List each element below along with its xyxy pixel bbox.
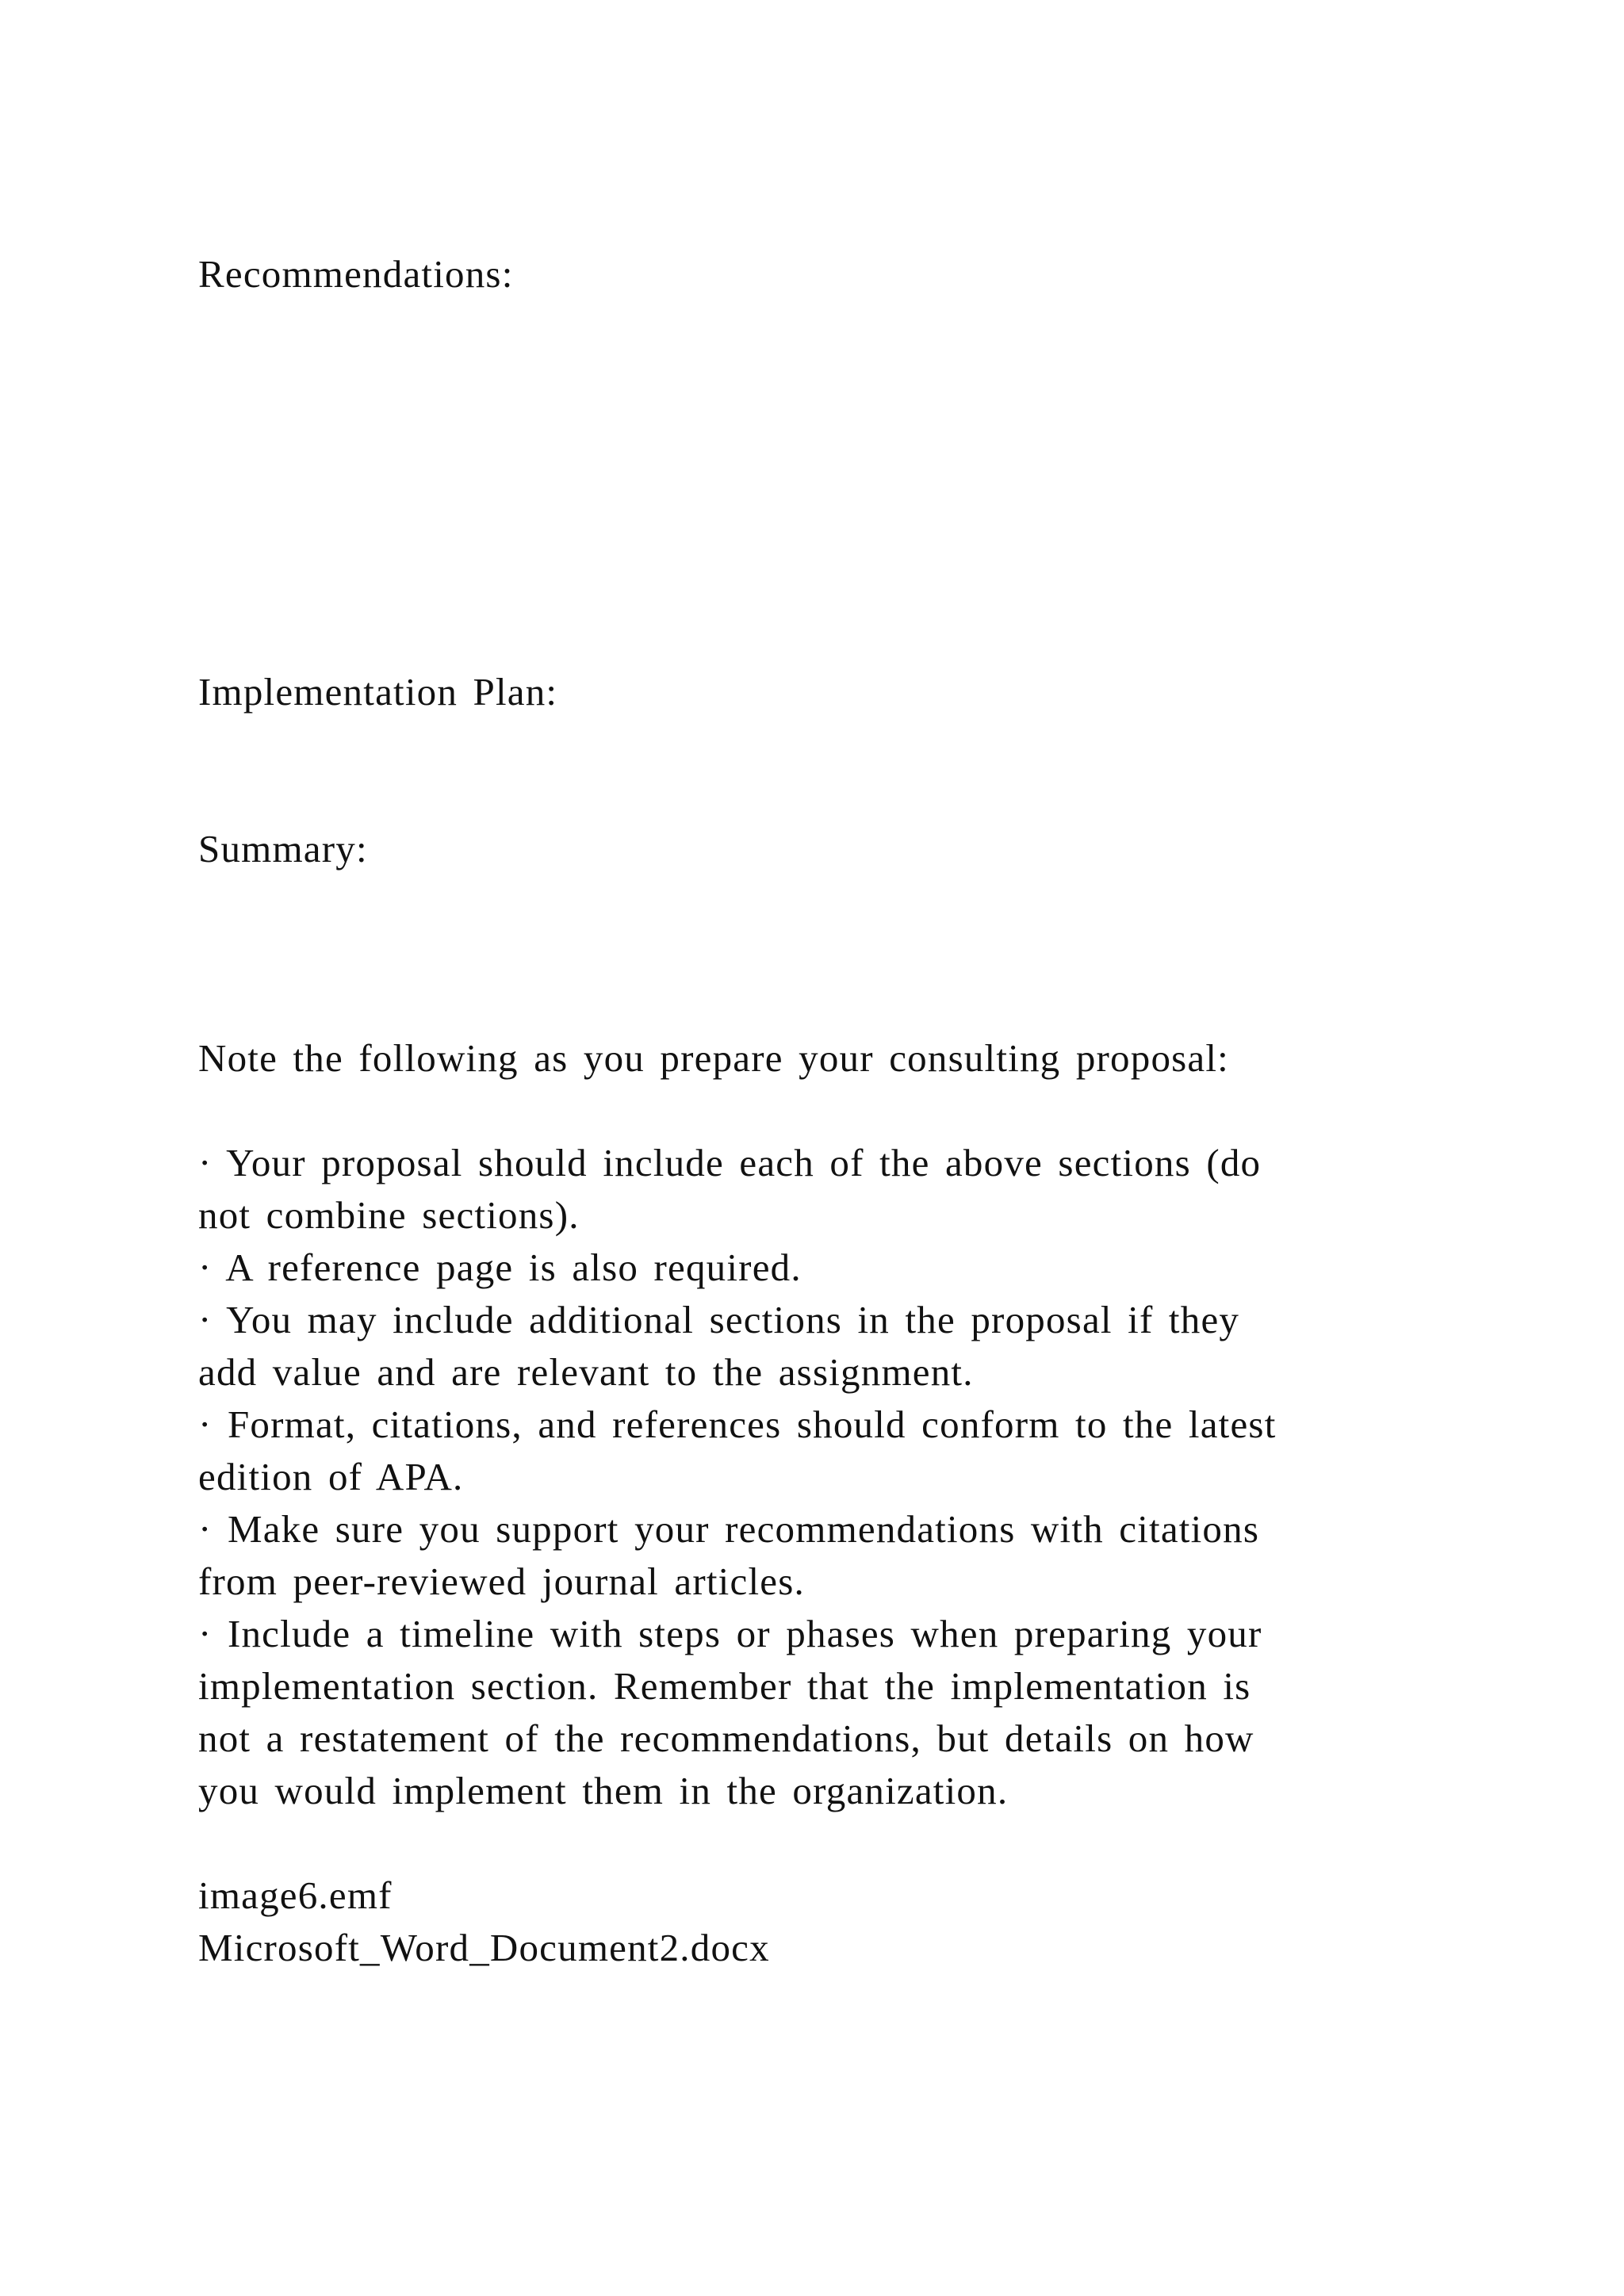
bullet-line: · Make sure you support your recommendations with citations: [198, 1507, 1260, 1551]
heading-implementation-plan: Implementation Plan:: [198, 670, 558, 714]
heading-recommendations: Recommendations:: [198, 252, 514, 296]
bullet-line: implementation section. Remember that the implementation is: [198, 1664, 1251, 1708]
heading-summary: Summary:: [198, 827, 368, 871]
bullet-line: from peer-reviewed journal articles.: [198, 1559, 805, 1603]
note-intro: Note the following as you prepare your consulting proposal:: [198, 1036, 1229, 1080]
bullet-line: not a restatement of the recommendations, but details on how: [198, 1716, 1254, 1760]
bullet-line: edition of APA.: [198, 1455, 464, 1498]
bullet-line: · A reference page is also required.: [198, 1246, 802, 1289]
bullet-line: · Format, citations, and references should conform to the latest: [198, 1402, 1277, 1446]
attachment-docx-filename: Microsoft_Word_Document2.docx: [198, 1926, 770, 1969]
bullet-line: · You may include additional sections in the proposal if they: [198, 1298, 1240, 1341]
bullet-line: · Your proposal should include each of the above sections (do: [198, 1141, 1262, 1184]
attachment-image-filename: image6.emf: [198, 1873, 393, 1917]
bullet-line: you would implement them in the organization.: [198, 1769, 1009, 1812]
bullet-line: · Include a timeline with steps or phases when preparing your: [198, 1612, 1262, 1655]
bullet-line: add value and are relevant to the assignment.: [198, 1350, 974, 1394]
bullet-line: not combine sections).: [198, 1193, 580, 1237]
